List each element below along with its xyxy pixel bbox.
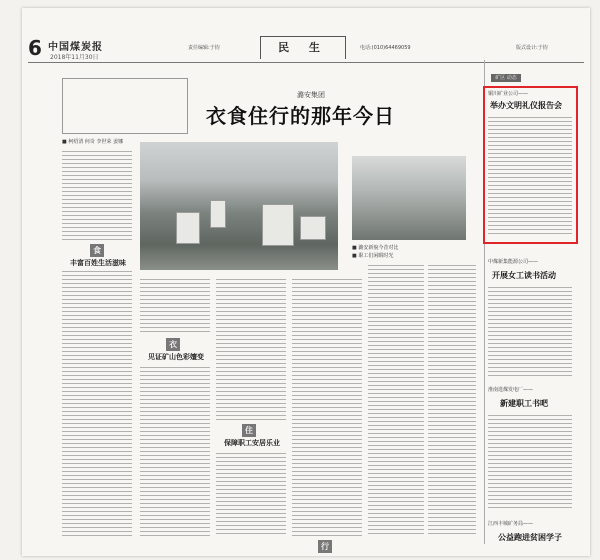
body-text-column	[62, 268, 132, 536]
article-headline: 衣食住行的那年今日	[206, 104, 395, 128]
subhead-box: 衣	[166, 338, 180, 351]
photo-caption: ■ 潞安新貌今昔对比	[352, 245, 399, 251]
editor-credit: 责任编辑:于钧	[188, 45, 220, 51]
subhead-box: 食	[90, 244, 104, 257]
subhead: 保障职工安居乐业	[224, 438, 280, 447]
sidebar-headline: 开展女工读书活动	[492, 270, 556, 280]
square-photo	[352, 156, 466, 240]
city-aerial-photo	[140, 142, 338, 270]
sidebar-body-text	[488, 284, 572, 378]
body-text-column	[216, 276, 286, 420]
sidebar-kicker: 中煤新集能源公司——	[488, 259, 539, 265]
sidebar-headline: 举办文明礼仪报告会	[490, 100, 562, 110]
body-text-column	[428, 262, 476, 536]
body-text-column	[62, 148, 132, 240]
sidebar-tag: 矿区 动态	[491, 74, 521, 82]
article-byline: ■ 柯绍清 何奇 李世荣 姜娜	[62, 139, 124, 145]
article-intro-box	[62, 78, 188, 134]
subhead-box: 行	[318, 540, 332, 553]
body-text-column	[140, 276, 210, 334]
masthead	[28, 36, 584, 63]
sidebar-body-text	[488, 412, 572, 510]
phone-number: 电话:(010)64469059	[360, 45, 411, 51]
body-text-column	[216, 450, 286, 536]
sidebar-headline: 公益跑进贫困学子	[498, 532, 562, 542]
sidebar-headline: 新建职工书吧	[500, 398, 548, 408]
body-text-column	[140, 364, 210, 536]
subhead: 见证矿山色彩嬗变	[148, 352, 204, 361]
photo-caption: ■ 职工们闲暇时光	[352, 253, 394, 259]
issue-date: 2018年11月30日	[50, 54, 99, 61]
highlight-box	[483, 86, 578, 244]
sidebar-kicker: 淮南选煤发电厂——	[488, 387, 534, 393]
page-number: 6	[28, 36, 42, 60]
newspaper-brand: 中国煤炭报	[48, 42, 103, 53]
subhead: 丰富百姓生活滋味	[70, 258, 126, 267]
article-kicker: 潞安集团	[297, 91, 325, 99]
sidebar-kicker: 铜川矿业公司——	[488, 91, 529, 97]
subhead-box: 住	[242, 424, 256, 437]
sidebar-kicker: 江西丰城矿务局——	[488, 521, 534, 527]
section-title: 民 生	[260, 36, 346, 59]
body-text-column	[368, 262, 424, 536]
body-text-column	[292, 276, 362, 536]
design-credit: 版式设计:于钧	[516, 45, 548, 51]
